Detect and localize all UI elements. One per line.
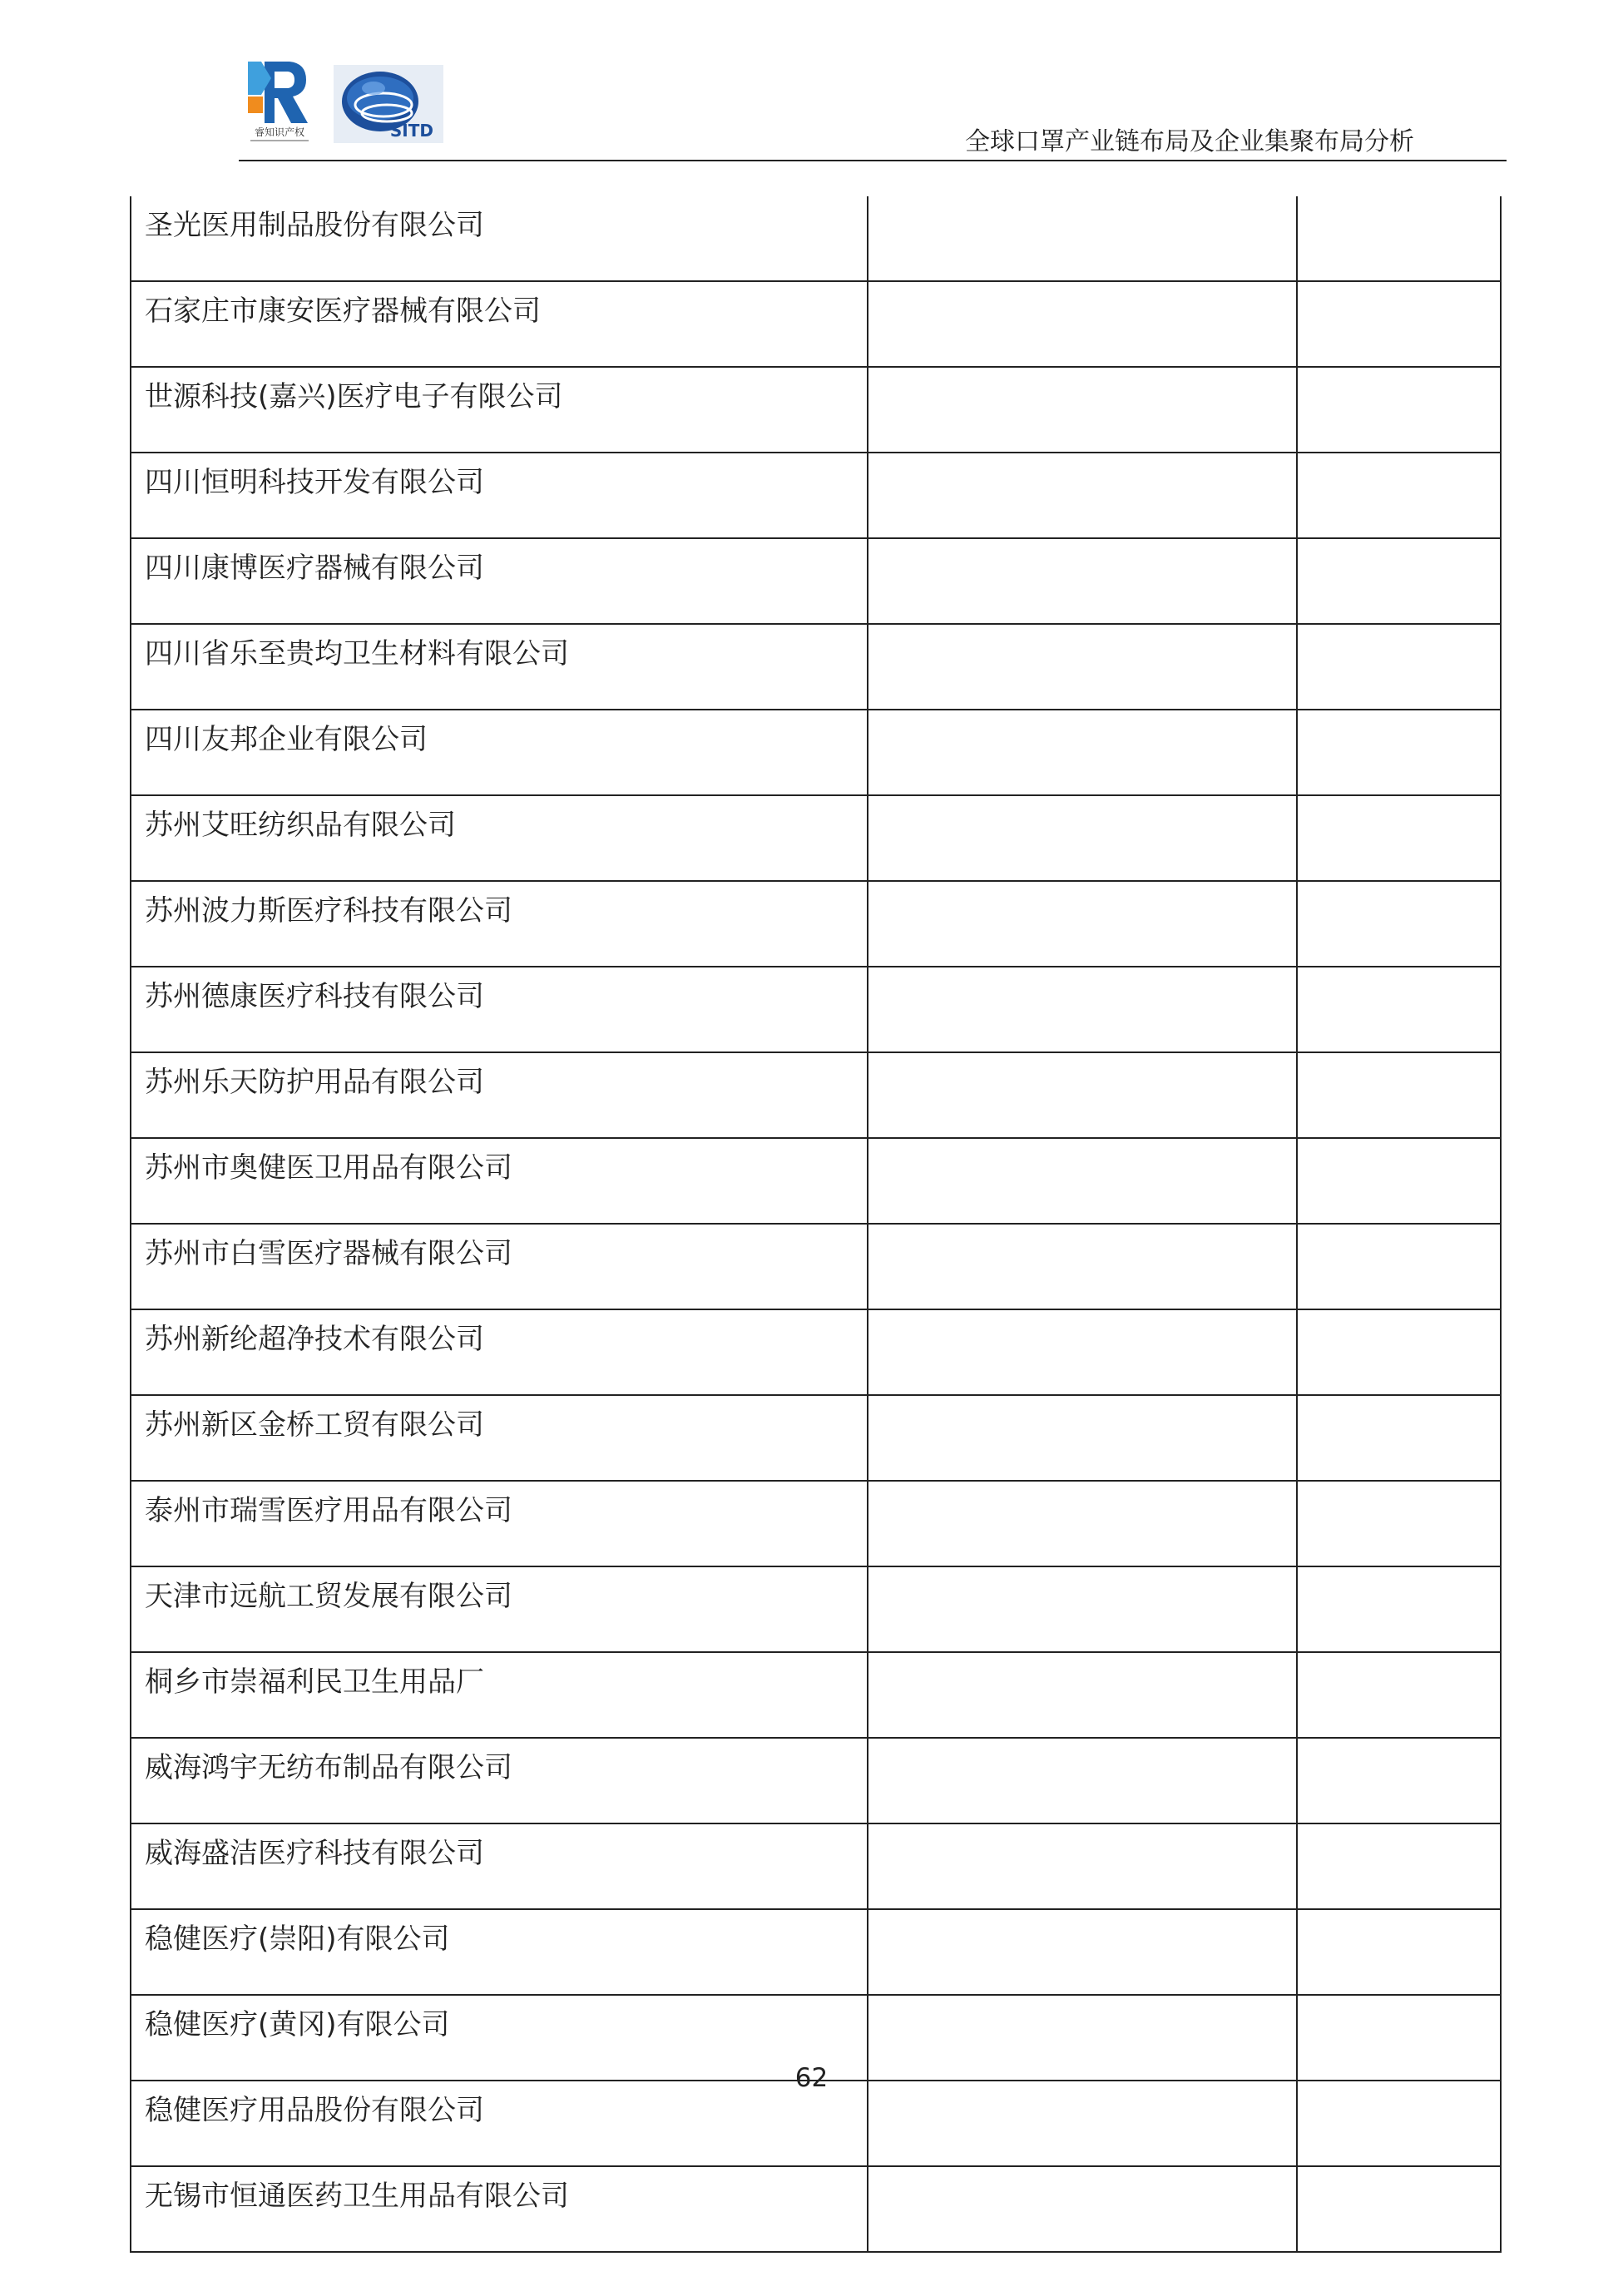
company-name-cell: 无锡市恒通医药卫生用品有限公司	[131, 2166, 868, 2252]
table-cell-col2	[868, 881, 1297, 967]
table-row	[131, 1652, 1501, 1738]
company-name-cell: 苏州波力斯医疗科技有限公司	[131, 881, 868, 967]
company-name-cell: 威海盛洁医疗科技有限公司	[131, 1823, 868, 1909]
company-name-cell: 苏州乐天防护用品有限公司	[131, 1052, 868, 1138]
table-row	[131, 624, 1501, 710]
table-cell-col2	[868, 2081, 1297, 2166]
table-cell-col2	[868, 538, 1297, 624]
company-name-cell: 四川康博医疗器械有限公司	[131, 538, 868, 624]
table-cell-col3	[1297, 1052, 1501, 1138]
table-row	[131, 453, 1501, 538]
company-name-cell: 苏州新区金桥工贸有限公司	[131, 1395, 868, 1481]
table-cell-col3	[1297, 196, 1501, 281]
table-cell-col3	[1297, 2166, 1501, 2252]
table-cell-col3	[1297, 1138, 1501, 1224]
table-row	[131, 1909, 1501, 1995]
company-name-cell: 天津市远航工贸发展有限公司	[131, 1566, 868, 1652]
company-name-cell: 苏州市奥健医卫用品有限公司	[131, 1138, 868, 1224]
logo-left-caption: 睿知识产权	[254, 126, 304, 138]
table-cell-col3	[1297, 1309, 1501, 1395]
table-row	[131, 2166, 1501, 2252]
company-name-cell: 四川恒明科技开发有限公司	[131, 453, 868, 538]
table-cell-col2	[868, 1823, 1297, 1909]
table-cell-col2	[868, 967, 1297, 1052]
table-row	[131, 1738, 1501, 1823]
table-row	[131, 2081, 1501, 2166]
table-row	[131, 1052, 1501, 1138]
table-row	[131, 710, 1501, 795]
table-cell-col2	[868, 1652, 1297, 1738]
table-cell-col2	[868, 453, 1297, 538]
company-name-cell: 桐乡市崇福利民卫生用品厂	[131, 1652, 868, 1738]
table-row	[131, 367, 1501, 453]
company-name-cell: 稳健医疗(黄冈)有限公司	[131, 1995, 868, 2081]
table-cell-col2	[868, 1052, 1297, 1138]
table-cell-col3	[1297, 795, 1501, 881]
company-name-cell: 四川友邦企业有限公司	[131, 710, 868, 795]
company-name-cell: 苏州新纶超净技术有限公司	[131, 1309, 868, 1395]
table-row	[131, 1823, 1501, 1909]
company-name-cell: 苏州德康医疗科技有限公司	[131, 967, 868, 1052]
table-cell-col3	[1297, 2081, 1501, 2166]
header-rule	[239, 160, 1507, 161]
table-row	[131, 1566, 1501, 1652]
company-name-cell: 圣光医用制品股份有限公司	[131, 196, 868, 281]
table-cell-col2	[868, 196, 1297, 281]
company-name-cell: 石家庄市康安医疗器械有限公司	[131, 281, 868, 367]
table-row	[131, 881, 1501, 967]
company-name-cell: 苏州艾旺纺织品有限公司	[131, 795, 868, 881]
company-name-cell: 苏州市白雪医疗器械有限公司	[131, 1224, 868, 1309]
table-row	[131, 281, 1501, 367]
table-cell-col2	[868, 710, 1297, 795]
company-name-cell: 四川省乐至贵均卫生材料有限公司	[131, 624, 868, 710]
table-cell-col3	[1297, 1738, 1501, 1823]
company-name-cell: 稳健医疗用品股份有限公司	[131, 2081, 868, 2166]
table-cell-col3	[1297, 1909, 1501, 1995]
page-number: 62	[794, 2063, 829, 2093]
table-cell-col3	[1297, 1566, 1501, 1652]
table-cell-col3	[1297, 367, 1501, 453]
table-cell-col3	[1297, 538, 1501, 624]
page-header	[0, 0, 1623, 166]
company-name-cell: 泰州市瑞雪医疗用品有限公司	[131, 1481, 868, 1566]
table-row	[131, 1481, 1501, 1566]
logo-left-subcaption	[246, 138, 313, 145]
blue-sphere-logo-icon	[334, 65, 443, 143]
table-cell-col3	[1297, 1823, 1501, 1909]
table-cell-col2	[868, 281, 1297, 367]
table-row	[131, 538, 1501, 624]
table-cell-col2	[868, 2166, 1297, 2252]
table-cell-col3	[1297, 281, 1501, 367]
table-cell-col3	[1297, 453, 1501, 538]
table-cell-col2	[868, 624, 1297, 710]
company-table	[130, 196, 1502, 2253]
table-cell-col2	[868, 367, 1297, 453]
table-cell-col2	[868, 1224, 1297, 1309]
running-title: 全球口罩产业链布局及企业集聚布局分析	[965, 127, 1414, 156]
table-cell-col2	[868, 1566, 1297, 1652]
table-cell-col2	[868, 1309, 1297, 1395]
table-cell-col3	[1297, 710, 1501, 795]
company-name-cell: 世源科技(嘉兴)医疗电子有限公司	[131, 367, 868, 453]
table-cell-col2	[868, 1138, 1297, 1224]
table-cell-col3	[1297, 624, 1501, 710]
table-row	[131, 967, 1501, 1052]
table-cell-col2	[868, 1395, 1297, 1481]
table-cell-col3	[1297, 881, 1501, 967]
company-name-cell: 稳健医疗(崇阳)有限公司	[131, 1909, 868, 1995]
table-row	[131, 1138, 1501, 1224]
table-cell-col3	[1297, 967, 1501, 1052]
table-row	[131, 196, 1501, 281]
table-row	[131, 1395, 1501, 1481]
table-cell-col2	[868, 1738, 1297, 1823]
table-cell-col3	[1297, 1395, 1501, 1481]
table-cell-col2	[868, 1909, 1297, 1995]
table-row	[131, 1309, 1501, 1395]
table-row	[131, 795, 1501, 881]
table-cell-col3	[1297, 1652, 1501, 1738]
table-cell-col2	[868, 795, 1297, 881]
company-table-body	[131, 196, 1501, 2252]
table-cell-col3	[1297, 1481, 1501, 1566]
logo-right-caption: SITD	[389, 121, 433, 141]
table-row	[131, 1224, 1501, 1309]
company-name-cell: 威海鸿宇无纺布制品有限公司	[131, 1738, 868, 1823]
table-cell-col2	[868, 1481, 1297, 1566]
table-cell-col3	[1297, 1224, 1501, 1309]
